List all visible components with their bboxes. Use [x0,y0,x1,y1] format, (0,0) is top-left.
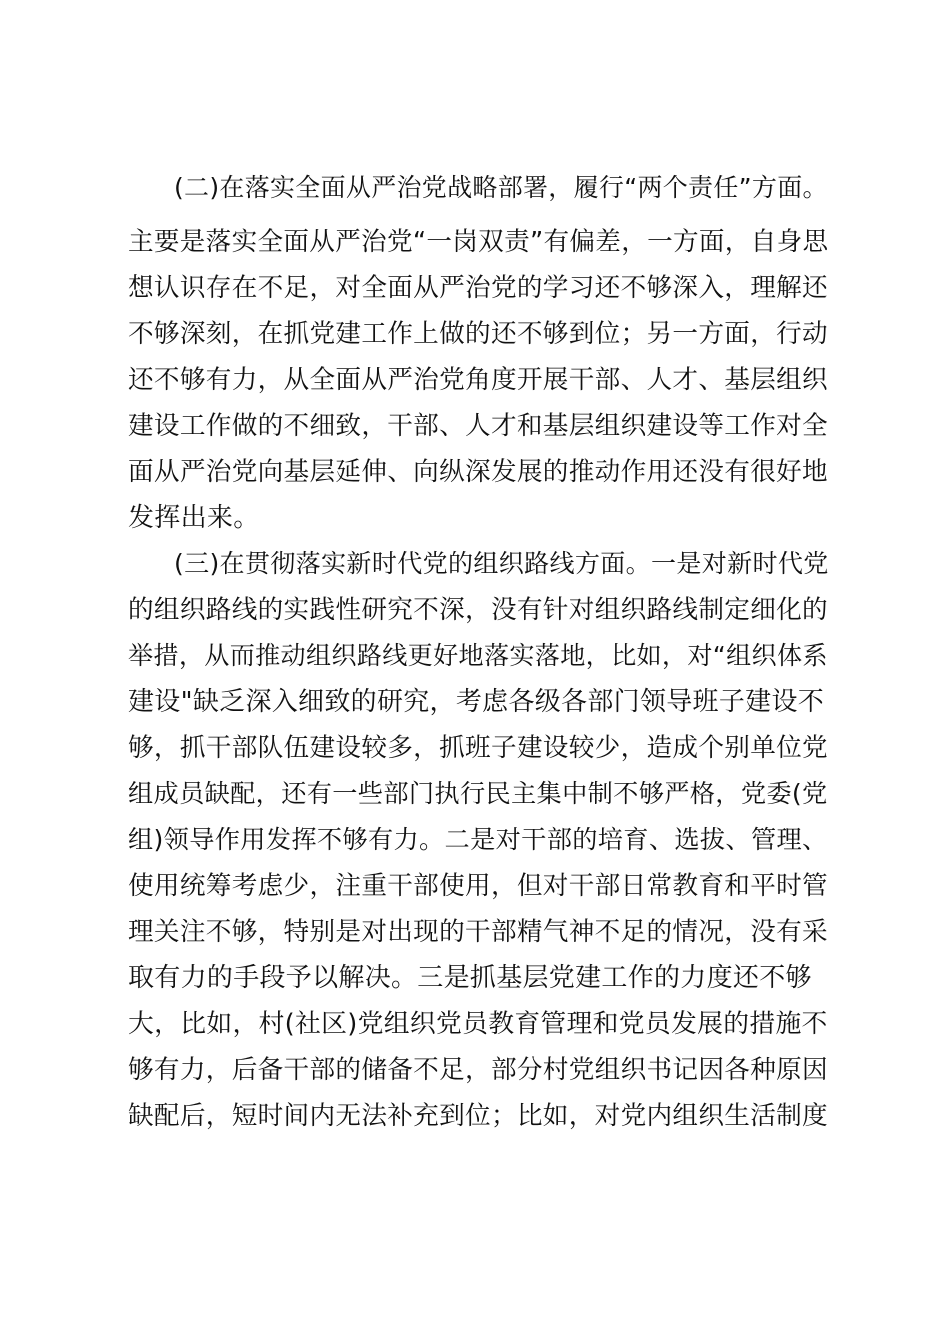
text-line: 主要是落实全面从严治党“一岗双责”有偏差，一方面，自身思 [128,227,829,257]
text-line: 大，比如，村(社区)党组织党员教育管理和党员发展的措施不 [128,1009,828,1039]
text-line: 不够深刻，在抓党建工作上做的还不够到位；另一方面，行动 [128,319,828,349]
text-line: 够有力，后备干部的储备不足，部分村党组织书记因各种原因 [128,1055,828,1085]
text-line: 面从严治党向基层延伸、向纵深发展的推动作用还没有很好地 [128,457,828,487]
text-line: 举措，从而推动组织路线更好地落实落地，比如，对“组织体系 [128,641,828,670]
text-line: 组成员缺配，还有一些部门执行民主集中制不够严格，党委(党 [128,779,828,808]
text-line: 建设"缺乏深入细致的研究，考虑各级各部门领导班子建设不 [128,687,825,717]
text-line: 使用统筹考虑少，注重干部使用，但对干部日常教育和平时管 [128,871,828,901]
text-line: 理关注不够，特别是对出现的干部精气神不足的情况，没有采 [128,917,828,947]
text-line: 组)领导作用发挥不够有力。二是对干部的培育、选拔、管理、 [128,825,828,854]
text-line: (二)在落实全面从严治党战略部署，履行“两个责任”方面。 [174,173,828,202]
text-line: 缺配后，短时间内无法补充到位；比如，对党内组织生活制度 [128,1101,828,1131]
text-line: (三)在贯彻落实新时代党的组织路线方面。一是对新时代党 [174,549,829,578]
text-line: 取有力的手段予以解决。三是抓基层党建工作的力度还不够 [128,963,812,993]
text-line: 还不够有力，从全面从严治党角度开展干部、人才、基层组织 [128,365,828,395]
text-line: 发挥出来。 [128,503,260,533]
text-line: 够，抓干部队伍建设较多，抓班子建设较少，造成个别单位党 [128,733,828,763]
text-line: 想认识存在不足，对全面从严治党的学习还不够深入，理解还 [128,273,828,303]
text-line: 的组织路线的实践性研究不深，没有针对组织路线制定细化的 [128,595,828,625]
text-line: 建设工作做的不细致，干部、人才和基层组织建设等工作对全 [128,411,828,441]
